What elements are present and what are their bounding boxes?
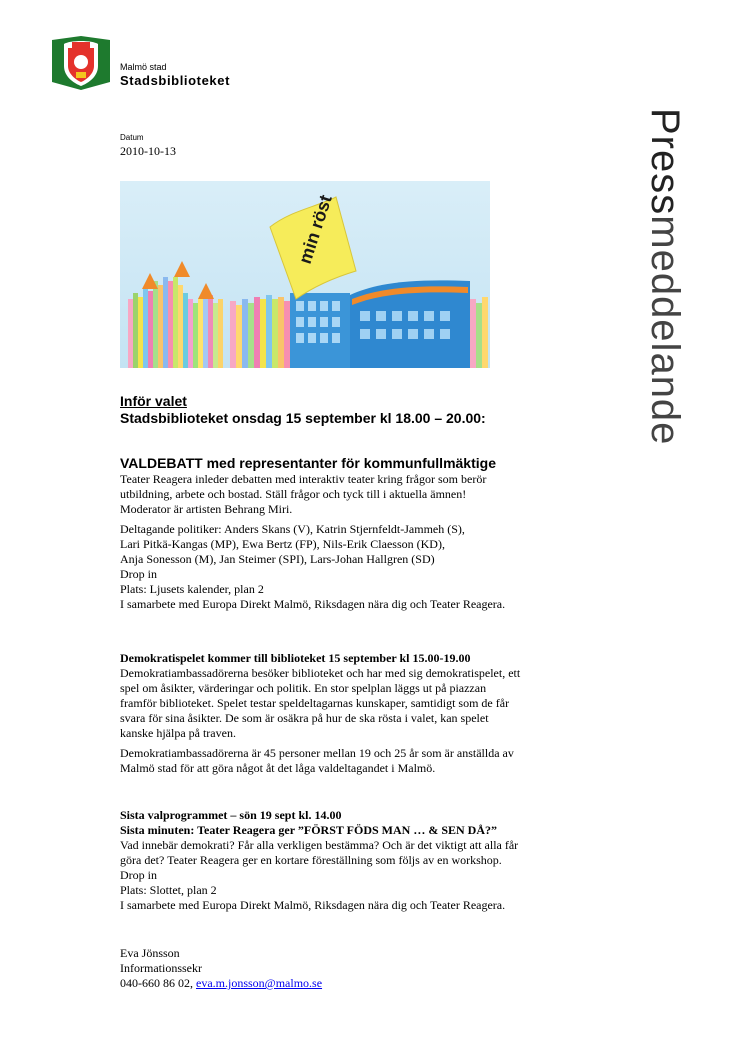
section1-participants-line: Drop in	[120, 567, 157, 581]
contact-block	[120, 946, 620, 991]
section2-para1-line: svara för sina åsikter. De som är osäkra på hur de ska rösta i valet, kan spelet	[120, 711, 489, 725]
election-illustration	[120, 181, 490, 368]
section3-title1: Sista valprogrammet – sön 19 sept kl. 14.00	[120, 808, 342, 822]
org-name-main: Stadsbiblioteket	[120, 73, 231, 88]
section2-para2-line: Demokratiambassadörerna är 45 personer mellan 19 och 25 år som är anställda av	[120, 746, 514, 760]
section1-participants-line: Anja Sonesson (M), Jan Steimer (SPI), Lars-Johan Hallgren (SD)	[120, 552, 435, 566]
section2-para2-line: Malmö stad för att göra något åt det låga valdeltagandet i Malmö.	[120, 761, 436, 775]
heading-subtitle: Stadsbiblioteket onsdag 15 september kl 18.00 – 20.00:	[120, 410, 486, 426]
section3-line: göra det? Teater Reagera ger en kortare föreställning som följs av en workshop.	[120, 853, 502, 867]
section1-title: VALDEBATT med representanter för kommunfullmäktige	[120, 455, 496, 471]
contact-role: Informationssekr	[120, 961, 202, 975]
date-value: 2010-10-13	[120, 144, 176, 158]
press-word: Press	[643, 108, 687, 216]
section1-intro-line: utbildning, arbete och bostad. Ställ frågor och tyck till i aktuella ämnen!	[120, 487, 467, 501]
section3-line: I samarbete med Europa Direkt Malmö, Riksdagen nära dig och Teater Reagera.	[120, 898, 506, 912]
section3-line: Vad innebär demokrati? Får alla verkligen bestämma? Och är det viktigt att alla får	[120, 838, 519, 852]
section1-participants-line: Deltagande politiker: Anders Skans (V), Katrin Stjernfeldt-Jammeh (S),	[120, 522, 465, 536]
section3-line: Drop in	[120, 868, 157, 882]
section2-title: Demokratispelet kommer till biblioteket 15 september kl 15.00-19.00	[120, 651, 471, 665]
section-sista-valprogrammet	[120, 808, 620, 913]
contact-email-link[interactable]: eva.m.jonsson@malmo.se	[196, 976, 323, 990]
meddelande-word: meddelande	[643, 215, 687, 446]
section1-participants-line: Lari Pitkä-Kangas (MP), Ewa Bertz (FP), Nils-Erik Claesson (KD),	[120, 537, 445, 551]
malmo-stad-logo	[52, 36, 110, 90]
banner-text: min röst	[294, 192, 336, 267]
section1-participants-line: I samarbete med Europa Direkt Malmö, Riksdagen nära dig och Teater Reagera.	[120, 597, 506, 611]
section1-intro-line: Moderator är artisten Behrang Miri.	[120, 502, 293, 516]
contact-line	[120, 976, 620, 991]
section3-title2: Sista minuten: Teater Reagera ger ”FÖRST FÖDS MAN … & SEN DÅ?”	[120, 823, 497, 837]
contact-name: Eva Jönsson	[120, 946, 180, 960]
org-name-small: Malmö stad	[120, 62, 167, 72]
heading-block	[120, 393, 620, 427]
section2-para1-line: kanske hjälpa på traven.	[120, 726, 236, 740]
section-valdebatt	[120, 455, 620, 612]
pressmeddelande-vertical	[640, 108, 690, 548]
section3-line: Plats: Slottet, plan 2	[120, 883, 217, 897]
contact-phone: 040-660 86 02,	[120, 976, 193, 990]
section2-para1-line: Demokratiambassadörerna besöker biblioteket och har med sig demokratispelet, ett	[120, 666, 521, 680]
section-demokratispelet	[120, 651, 620, 776]
section2-para1-line: spel om åsikter, värderingar och politik. En stor spelplan läggs ut på piazzan	[120, 681, 487, 695]
date-label: Datum	[120, 133, 144, 142]
section2-para1-line: framför biblioteket. Spelet testar speldeltagarnas kunskaper, samtidigt som de får	[120, 696, 510, 710]
section1-participants-line: Plats: Ljusets kalender, plan 2	[120, 582, 264, 596]
section1-intro-line: Teater Reagera inleder debatten med interaktiv teater kring frågor som berör	[120, 472, 487, 486]
heading-title: Inför valet	[120, 393, 187, 409]
